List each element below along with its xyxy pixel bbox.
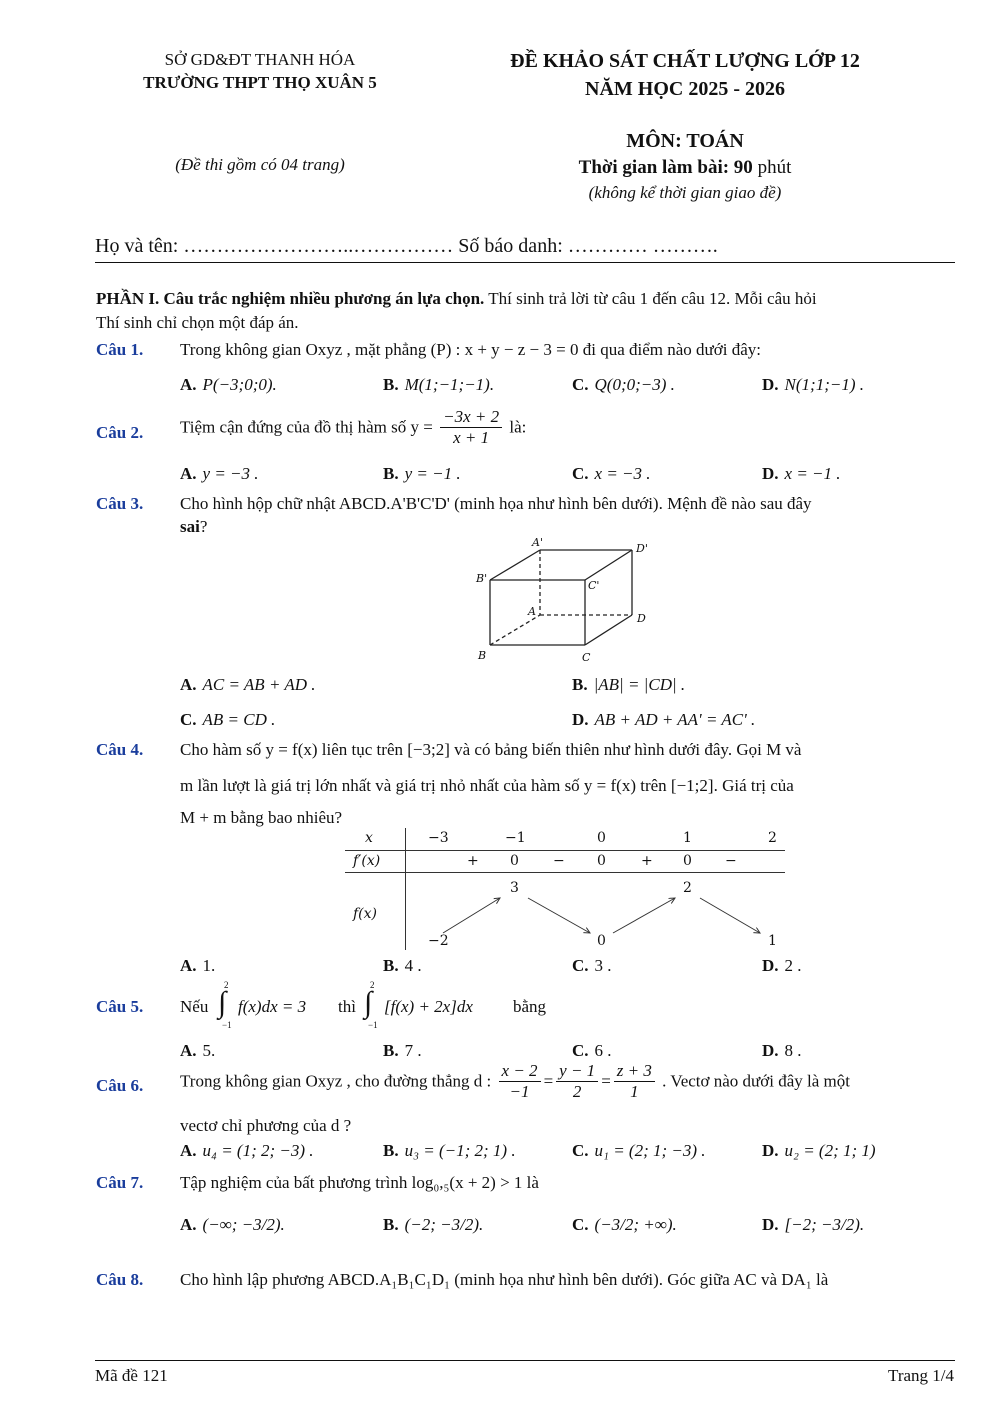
option-d — [762, 1041, 802, 1061]
option-d — [572, 710, 755, 730]
vertex-label: C — [582, 651, 591, 664]
option-c — [180, 710, 275, 730]
option-c — [572, 1141, 706, 1161]
option-letter: C. — [572, 956, 589, 975]
option-a — [180, 1041, 215, 1061]
f-value: 3 — [510, 880, 519, 896]
question-label: Câu 3. — [96, 494, 144, 513]
option-b — [383, 1215, 483, 1235]
option-letter: C. — [572, 1141, 589, 1160]
question-text-3: M + m bằng bao nhiêu? — [180, 808, 343, 827]
option-a — [180, 1141, 314, 1161]
fraction — [614, 1061, 655, 1102]
question-text: Cho hình lập phương ABCD.A₁B₁C₁D₁ (minh họa như hình bên dưới). Góc giữa AC và DA₁ là — [180, 1270, 829, 1289]
variation-table — [345, 828, 785, 950]
option-text: u₃ = (−1; 2; 1) . — [404, 1141, 516, 1160]
option-letter: D. — [762, 375, 779, 394]
exam-code: Mã đề 121 — [95, 1366, 168, 1385]
option-a — [180, 675, 316, 695]
option-letter: B. — [383, 1041, 399, 1060]
option-d — [762, 956, 802, 976]
option-text: AB = CD . — [202, 710, 276, 729]
option-c — [572, 1041, 612, 1061]
option-letter: C. — [572, 1041, 589, 1060]
option-text: (−3/2; +∞). — [594, 1215, 677, 1234]
vertex-label: B — [478, 649, 487, 662]
option-a — [180, 1215, 285, 1235]
increase-arrow — [613, 898, 675, 933]
vertex-label: B' — [476, 572, 488, 585]
option-text: 2 . — [784, 956, 802, 975]
option-text: 4 . — [404, 956, 422, 975]
option-text: u₁ = (2; 1; −3) . — [594, 1141, 706, 1160]
vertex-label: A' — [532, 536, 543, 549]
option-c — [572, 1215, 677, 1235]
option-text: AC = AB + AD . — [202, 675, 316, 694]
decrease-arrow — [700, 898, 760, 933]
numerator: x − 2 — [499, 1061, 541, 1082]
question-text — [180, 407, 526, 448]
option-letter: B. — [383, 956, 399, 975]
fraction — [499, 1061, 541, 1102]
pages-note: (Đề thi gồm có 04 trang) — [175, 155, 345, 174]
option-b — [383, 956, 422, 976]
row-label: f(x) — [353, 906, 378, 922]
sign: 0 — [510, 853, 519, 869]
variation-arrows — [345, 828, 785, 950]
option-b — [383, 464, 461, 484]
option-letter: D. — [572, 710, 589, 729]
option-a — [180, 464, 259, 484]
option-letter: B. — [383, 375, 399, 394]
option-letter: D. — [762, 956, 779, 975]
option-text: 3 . — [594, 956, 612, 975]
x-value: −3 — [428, 830, 449, 846]
denominator: x + 1 — [453, 428, 490, 447]
option-text: x = −3 . — [594, 464, 651, 483]
question-text-part: Nếu — [180, 997, 209, 1016]
question-text-2: m lần lượt là giá trị lớn nhất và giá trị nhỏ nhất của hàm số y = f(x) trên [−1;2]. Giá trị của — [180, 776, 794, 795]
vertex-label: D — [637, 612, 646, 625]
upper-bound: 2 — [370, 980, 375, 990]
footer-divider — [95, 1360, 955, 1361]
option-a — [180, 956, 215, 976]
subject-title: MÔN: TOÁN — [626, 130, 744, 152]
sign: − — [553, 853, 565, 869]
upper-bound: 2 — [224, 980, 229, 990]
sign: − — [725, 853, 737, 869]
increase-arrow — [443, 898, 500, 933]
sign: + — [467, 853, 479, 869]
option-letter: B. — [383, 464, 399, 483]
option-letter: C. — [572, 464, 589, 483]
denominator: 1 — [630, 1082, 639, 1101]
option-letter: A. — [180, 375, 197, 394]
vertex-label: C' — [588, 579, 600, 592]
question-label: Câu 5. — [96, 997, 144, 1016]
question-text: Cho hàm số y = f(x) liên tục trên [−3;2] và có bảng biến thiên như hình dưới đây. Gọi M và — [180, 740, 802, 759]
denominator: −1 — [509, 1082, 530, 1101]
option-b — [383, 1141, 516, 1161]
option-c — [572, 956, 612, 976]
option-b — [383, 1041, 422, 1061]
option-text: (−∞; −3/2). — [202, 1215, 285, 1234]
option-text: 6 . — [594, 1041, 612, 1060]
option-d — [762, 1215, 864, 1235]
integral-sign: ∫ — [218, 986, 227, 1019]
question-text: Tập nghiệm của bất phương trình log₀,₅(x + 2) > 1 là — [180, 1173, 539, 1192]
part1-instruction: Thí sinh trả lời từ câu 1 đến câu 12. Mỗi câu hỏi — [484, 289, 817, 308]
option-letter: D. — [762, 1215, 779, 1234]
question-text-part: ? — [199, 517, 208, 536]
part1-instruction-2: Thí sinh chỉ chọn một đáp án. — [96, 313, 299, 332]
question-label: Câu 1. — [96, 340, 144, 359]
emphasis: sai — [180, 517, 200, 536]
school-name: TRƯỜNG THPT THỌ XUÂN 5 — [143, 73, 377, 92]
f-value: −2 — [428, 933, 449, 949]
option-d — [762, 464, 841, 484]
question-text-part: là: — [509, 417, 527, 437]
question-text-part: Trong không gian Oxyz , cho đường thẳng d : — [180, 1071, 492, 1091]
sign: 0 — [683, 853, 692, 869]
question-label: Câu 4. — [96, 740, 144, 759]
question-text-part: Tiệm cận đứng của đồ thị hàm số y = — [180, 417, 433, 437]
option-text: Q(0;0;−3) . — [594, 375, 675, 394]
time-limit — [470, 157, 900, 179]
option-text: 5. — [202, 1041, 216, 1060]
integral-expression: [f(x) + 2x]dx — [384, 997, 473, 1016]
department-name: SỞ GD&ĐT THANH HÓA — [164, 50, 356, 69]
option-text: |AB| = |CD| . — [593, 675, 686, 694]
option-letter: D. — [762, 1141, 779, 1160]
question-text: Trong không gian Oxyz , mặt phẳng (P) : x + y − z − 3 = 0 đi qua điểm nào dưới đây: — [180, 340, 761, 359]
question-label: Câu 8. — [96, 1270, 144, 1289]
question-text: Cho hình hộp chữ nhật ABCD.A'B'C'D' (minh họa như hình bên dưới). Mệnh đề nào sau đây — [180, 494, 812, 513]
fraction — [556, 1061, 598, 1102]
option-text: N(1;1;−1) . — [784, 375, 864, 394]
option-text: M(1;−1;−1). — [404, 375, 495, 394]
sign: + — [641, 853, 653, 869]
option-c — [572, 464, 651, 484]
f-value: 0 — [597, 933, 606, 949]
option-letter: B. — [383, 1215, 399, 1234]
question-text-part: thì — [338, 997, 356, 1016]
sign: 0 — [597, 853, 606, 869]
option-text: P(−3;0;0). — [202, 375, 277, 394]
f-value: 2 — [683, 880, 692, 896]
page-number: Trang 1/4 — [888, 1366, 954, 1385]
lower-bound: −1 — [368, 1020, 378, 1030]
numerator: z + 3 — [614, 1061, 655, 1082]
part1-heading — [96, 289, 817, 309]
option-text: 1. — [202, 956, 216, 975]
option-text: [−2; −3/2). — [784, 1215, 865, 1234]
x-value: 1 — [683, 830, 692, 846]
question-label: Câu 2. — [96, 423, 144, 442]
option-d — [762, 375, 864, 395]
exam-title: ĐỀ KHẢO SÁT CHẤT LƯỢNG LỚP 12 — [510, 50, 860, 72]
option-text: (−2; −3/2). — [404, 1215, 484, 1234]
question-label: Câu 6. — [96, 1076, 144, 1095]
vertex-label: A — [528, 605, 536, 618]
option-text: 8 . — [784, 1041, 802, 1060]
question-text-2 — [180, 517, 207, 537]
option-letter: D. — [762, 464, 779, 483]
x-value: 0 — [597, 830, 606, 846]
option-letter: A. — [180, 1141, 197, 1160]
lower-bound: −1 — [222, 1020, 232, 1030]
option-letter: C. — [180, 710, 197, 729]
option-a — [180, 375, 277, 395]
integral-sign: ∫ — [364, 986, 373, 1019]
question-text-part: . Vectơ nào dưới đây là một — [662, 1071, 850, 1091]
row-label: x — [365, 830, 373, 846]
option-text: x = −1 . — [784, 464, 841, 483]
option-d — [762, 1141, 876, 1161]
time-label: Thời gian làm bài: 90 — [578, 157, 753, 178]
option-b — [572, 675, 685, 695]
option-text: 7 . — [404, 1041, 422, 1060]
numerator: y − 1 — [556, 1061, 598, 1082]
row-label: f′(x) — [353, 853, 381, 869]
question-text-2: vectơ chỉ phương của d ? — [180, 1116, 352, 1135]
question-label: Câu 7. — [96, 1173, 144, 1192]
box-figure — [470, 535, 660, 665]
option-letter: A. — [180, 956, 197, 975]
candidate-info-line: Họ và tên: ……………………..…………… Số báo danh: ………… ………. — [95, 235, 718, 257]
school-year: NĂM HỌC 2025 - 2026 — [585, 78, 785, 100]
option-text: AB + AD + AA' = AC' . — [594, 710, 756, 729]
numerator: −3x + 2 — [440, 407, 502, 428]
option-letter: A. — [180, 464, 197, 483]
header-divider — [95, 262, 955, 263]
option-letter: B. — [572, 675, 588, 694]
decrease-arrow — [528, 898, 590, 933]
option-letter: D. — [762, 1041, 779, 1060]
option-text: u₄ = (1; 2; −3) . — [202, 1141, 314, 1160]
vertex-label: D' — [636, 542, 648, 555]
option-letter: C. — [572, 1215, 589, 1234]
part1-title: PHẦN I. Câu trắc nghiệm nhiều phương án lựa chọn. — [96, 289, 485, 308]
option-b — [383, 375, 494, 395]
denominator: 2 — [572, 1082, 582, 1101]
question-text: Trong không gian Oxyz , cho đường thẳng d : $\frac{x - 2}{-1}$ = $\frac{y - 1}{2}$ = $\frac{z + 3}{1}$ . Vectơ nào dưới đây là một — [180, 1061, 850, 1101]
x-value: 2 — [768, 830, 777, 846]
option-letter: A. — [180, 675, 197, 694]
option-text: y = −3 . — [202, 464, 259, 483]
question-text-part: bằng — [513, 997, 547, 1016]
option-letter: B. — [383, 1141, 399, 1160]
x-value: −1 — [505, 830, 526, 846]
option-letter: A. — [180, 1041, 197, 1060]
f-value: 1 — [768, 933, 777, 949]
time-note: (không kể thời gian giao đề) — [588, 183, 782, 202]
time-unit: phút — [752, 157, 792, 178]
option-c — [572, 375, 675, 395]
integral-expression: f(x)dx = 3 — [238, 997, 307, 1016]
fraction — [440, 407, 502, 448]
option-text: u₂ = (2; 1; 1) — [784, 1141, 876, 1160]
option-text: y = −1 . — [404, 464, 461, 483]
option-letter: C. — [572, 375, 589, 394]
option-letter: A. — [180, 1215, 197, 1234]
